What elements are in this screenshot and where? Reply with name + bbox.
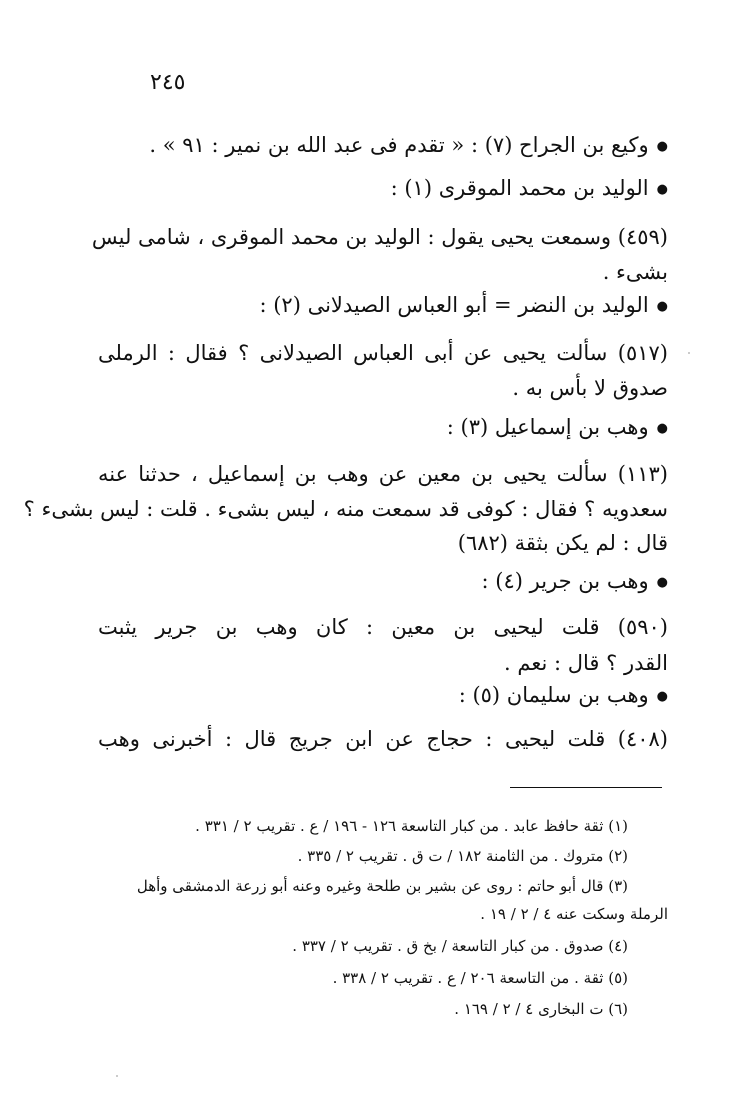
text-line: سعدويه ؟ فقال : كوفى قد سمعت منه ، ليس بشىء . قلت : ليس بشىء ؟	[23, 497, 668, 521]
footnote: (٢) متروك . من الثامنة ١٨٢ / ت ق . تقريب ٢ / ٣٣٥ .	[297, 847, 628, 865]
page-number: ٢٤٥	[150, 70, 186, 95]
text-line: قال : لم يكن بثقة (٦٨٢)	[457, 531, 668, 555]
paper-speck	[116, 1075, 118, 1077]
entry-heading: ● وهب بن إسماعيل (٣) :	[98, 412, 668, 444]
text-line: بشىء .	[602, 260, 668, 284]
text-line: صدوق لا بأس به .	[512, 376, 668, 400]
entry-heading: ● وهب بن سليمان (٥) :	[98, 680, 668, 712]
footnote: (٦) ت البخارى ٤ / ٢ / ١٦٩ .	[454, 1000, 628, 1018]
entry-heading: ● وكيع بن الجراح (٧) : « تقدم فى عبد الله بن نمير : ٩١ » .	[98, 130, 668, 162]
entry-heading: ● الوليد بن محمد الموقرى (١) :	[98, 173, 668, 205]
footnote-continuation: الرملة وسكت عنه ٤ / ٢ / ١٩ .	[480, 905, 668, 923]
text-line: (٥٩٠) قلت ليحيى بن معين : كان وهب بن جرير يثبت	[98, 615, 668, 639]
text-line: (٤٠٨) قلت ليحيى : حجاج عن ابن جريج قال : أخبرنى وهب	[98, 727, 668, 751]
footnote: (٤) صدوق . من كبار التاسعة / بخ ق . تقريب ٢ / ٣٣٧ .	[292, 937, 628, 955]
text-line: (١١٣) سألت يحيى بن معين عن وهب بن إسماعيل ، حدثنا عنه	[98, 462, 668, 486]
footnote-separator	[510, 787, 662, 788]
text-line: القدر ؟ قال : نعم .	[504, 651, 668, 675]
footnote: (١) ثقة حافظ عابد . من كبار التاسعة ١٢٦ - ١٩٦ / ع . تقريب ٢ / ٣٣١ .	[195, 817, 628, 835]
text-line: (٥١٧) سألت يحيى عن أبى العباس الصيدلانى ؟ فقال : الرملى	[98, 341, 668, 365]
footnote: (٥) ثقة . من التاسعة ٢٠٦ / ع . تقريب ٢ / ٣٣٨ .	[332, 969, 628, 987]
text-line: (٤٥٩) وسمعت يحيى يقول : الوليد بن محمد الموقرى ، شامى ليس	[91, 225, 668, 249]
entry-heading: ● وهب بن جرير (٤) :	[98, 566, 668, 598]
paper-speck	[688, 352, 690, 354]
entry-heading: ● الوليد بن النضر = أبو العباس الصيدلانى (٢) :	[98, 290, 668, 322]
footnote: (٣) قال أبو حاتم : روى عن بشير بن طلحة وغيره وعنه أبو زرعة الدمشقى وأهل	[136, 877, 628, 895]
